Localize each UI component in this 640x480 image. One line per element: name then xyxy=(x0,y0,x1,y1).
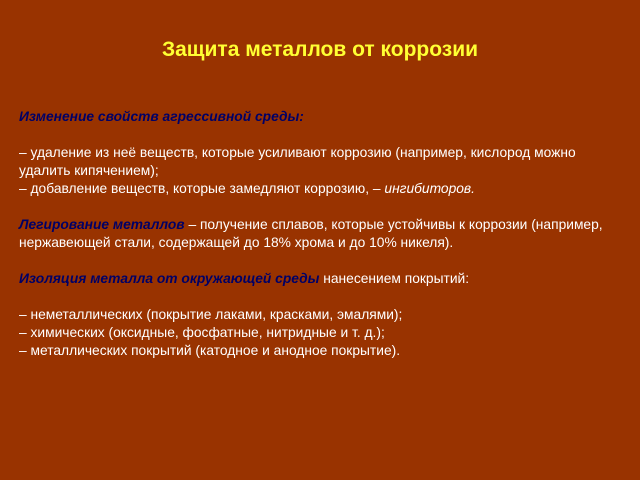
list-item-text: – добавление веществ, которые замедляют коррозию, – xyxy=(19,181,385,196)
list-item xyxy=(19,180,619,198)
alloying-text: – получение сплавов, которые устойчивы к коррозии (например, нержавеющей стали, содержащей до 18% хрома и до 10% никеля). xyxy=(19,217,603,250)
section-heading-isolation: Изоляция металла от окружающей среды xyxy=(19,271,320,286)
isolation-paragraph xyxy=(19,270,619,288)
slide-content xyxy=(19,108,619,360)
list-item: – металлических покрытий (катодное и анодное покрытие). xyxy=(19,343,401,358)
slide-title: Защита металлов от коррозии xyxy=(161,38,479,61)
inhibitors-term: ингибиторов. xyxy=(384,181,475,196)
section-heading-text: Изменение свойств агрессивной среды: xyxy=(19,109,304,124)
alloying-paragraph xyxy=(19,216,619,252)
isolation-text: нанесением покрытий: xyxy=(319,271,470,286)
list-item: – неметаллических (покрытие лаками, красками, эмалями); xyxy=(19,307,403,322)
section-heading-alloying: Легирование металлов xyxy=(19,217,185,232)
section-heading-environment xyxy=(19,108,619,126)
list-item: – удаление из неё веществ, которые усиливают коррозию (например, кислород можно удалить кипячением); xyxy=(19,145,576,178)
list-item: – химических (оксидные, фосфатные, нитридные и т. д.); xyxy=(19,325,385,340)
